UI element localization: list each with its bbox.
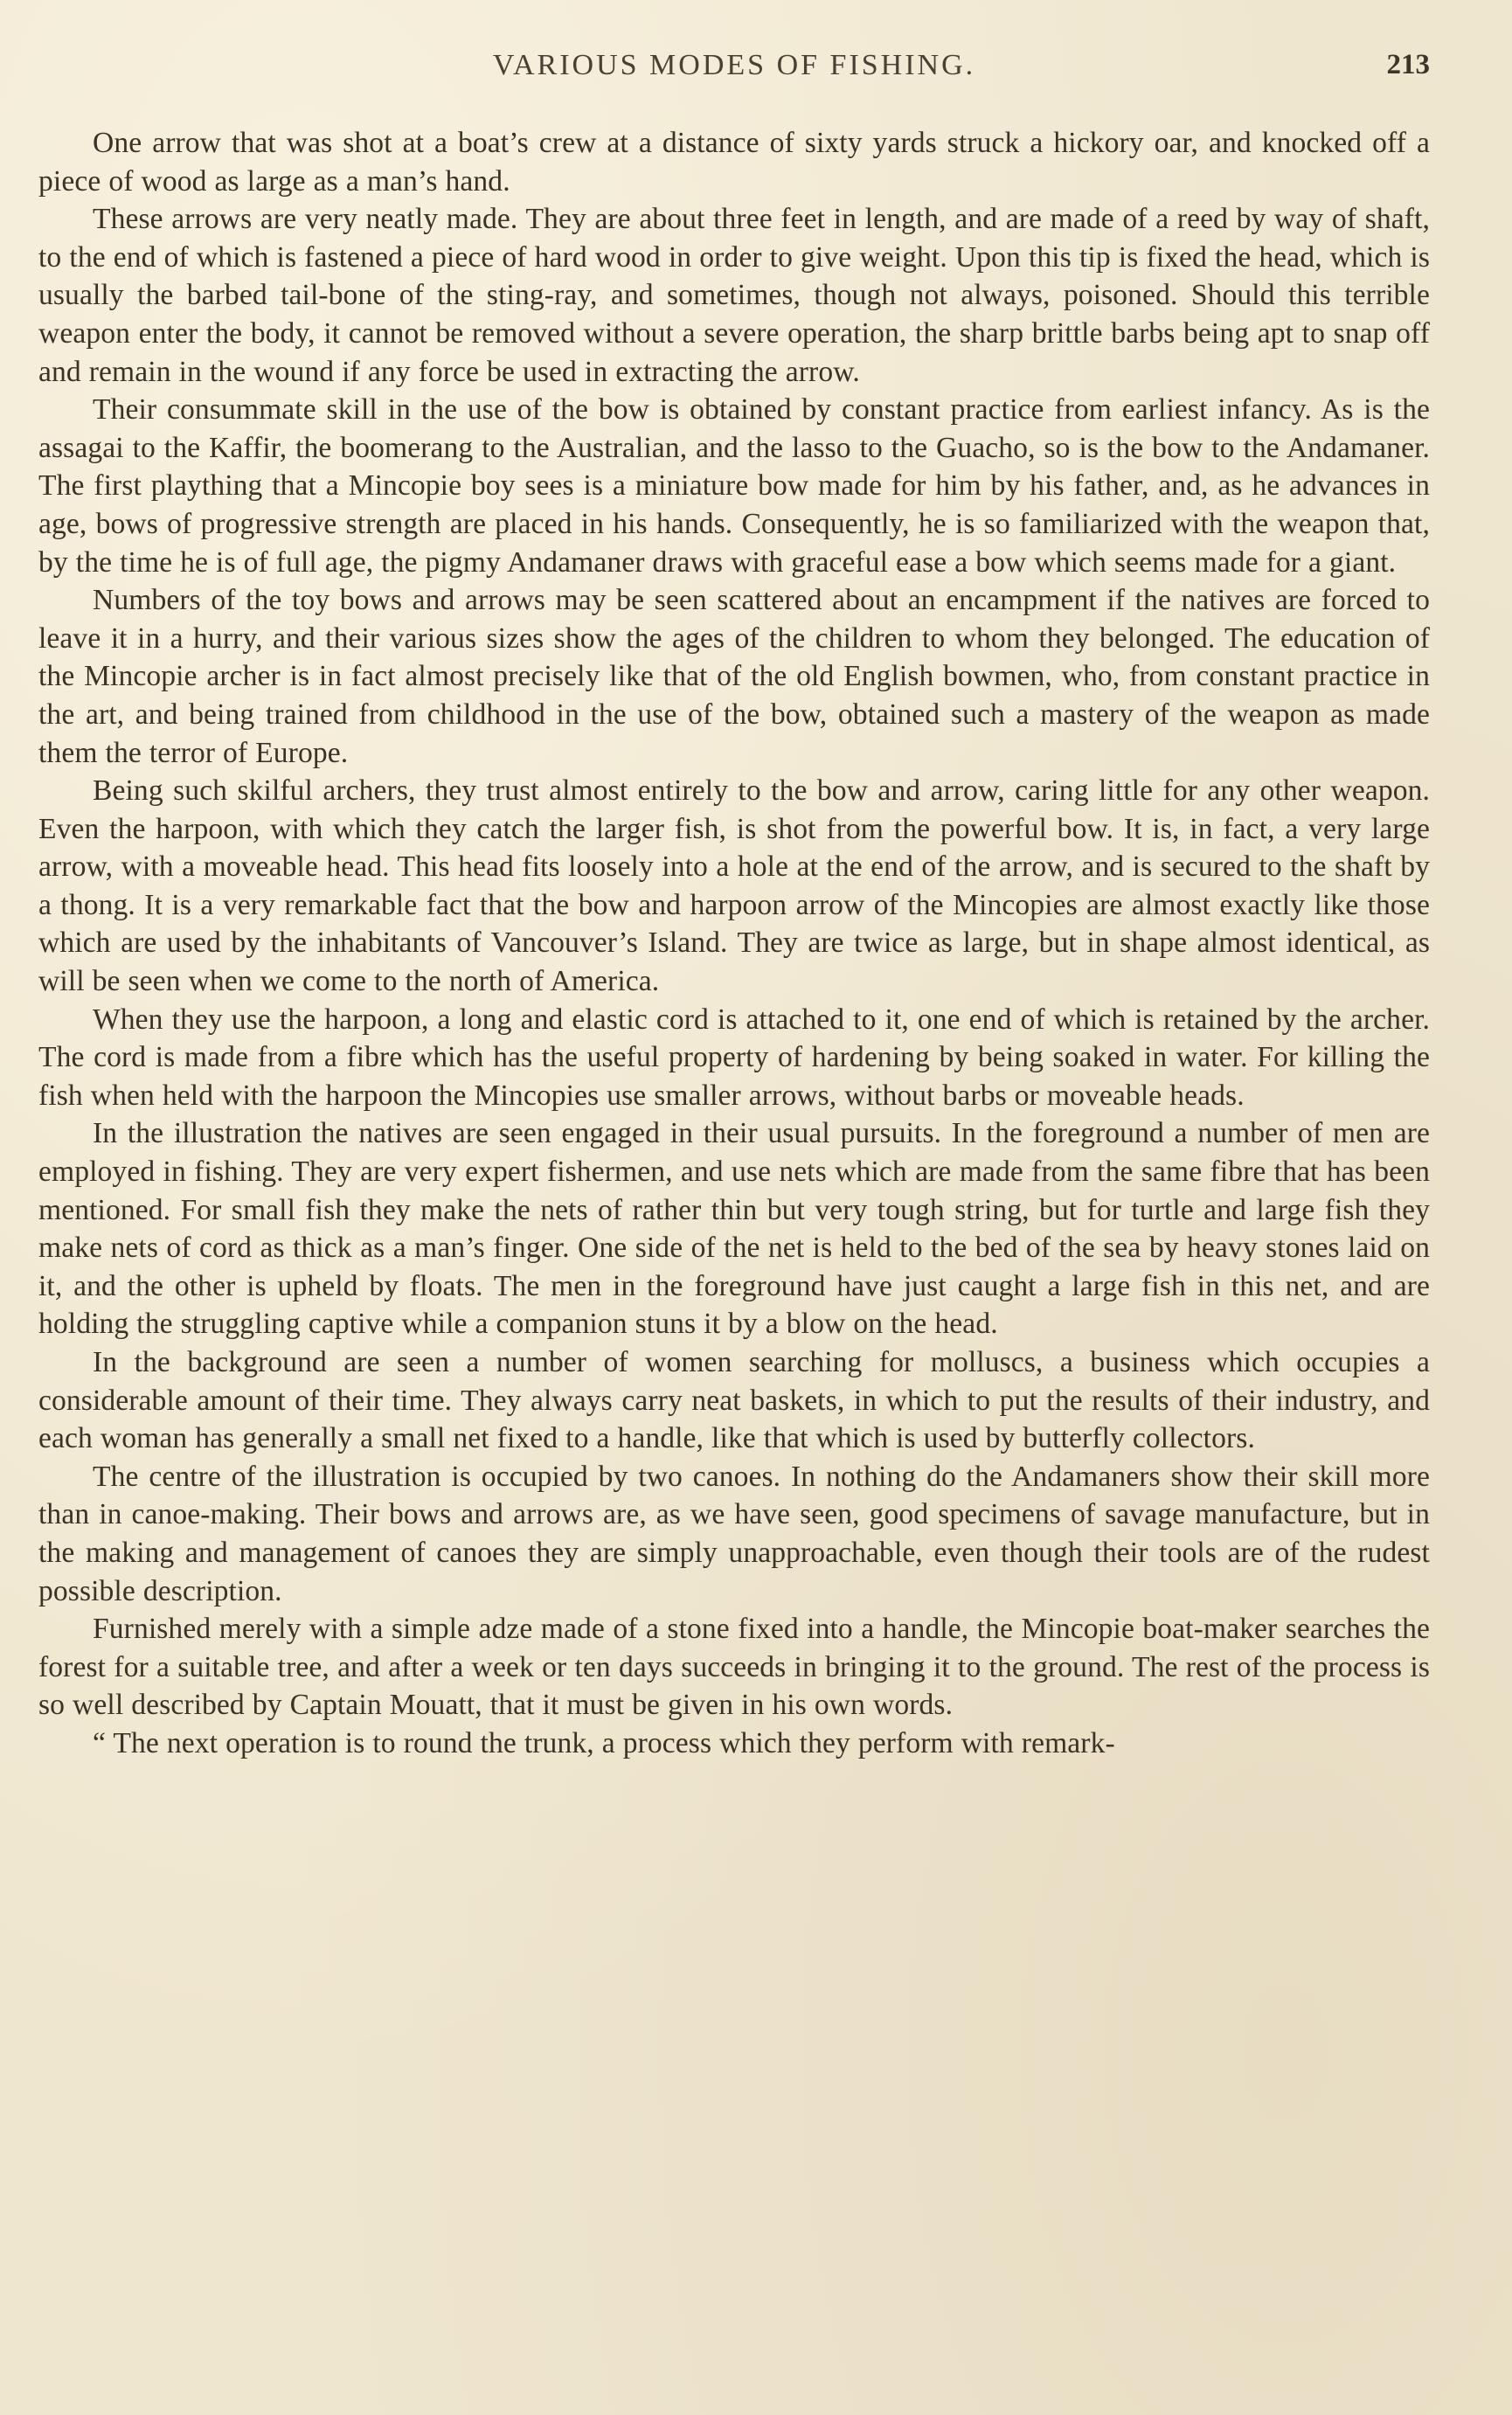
paragraph: Numbers of the toy bows and arrows may be seen scattered about an encampment if the natives are forced to leave it in a hurry, and their various sizes show the ages of the children to whom they belonged. The education of the Mincopie archer is in fact almost precisely like that of the old English bowmen, who, from constant practice in the art, and being trained from childhood in the use of the bow, obtained such a mastery of the weapon as made them the terror of Europe. bbox=[38, 584, 1430, 769]
body-text bbox=[38, 124, 1430, 1763]
paragraph: Being such skilful archers, they trust almost entirely to the bow and arrow, caring little for any other weapon. Even the harpoon, with which they catch the larger fish, is shot from the powerful bow. It is, in fact, a very large arrow, with a moveable head. This head fits loosely into a hole at the end of the arrow, and is secured to the shaft by a thong. It is a very remarkable fact that the bow and harpoon arrow of the Mincopies are almost exactly like those which are used by the inhabitants of Vancouver’s Island. They are twice as large, but in shape almost identical, as will be seen when we come to the north of America. bbox=[38, 774, 1430, 998]
paragraph: Their consummate skill in the use of the bow is obtained by constant practice from earliest infancy. As is the assagai to the Kaffir, the boomerang to the Australian, and the lasso to the Guacho, so is the bow to the Andamaner. The first plaything that a Mincopie boy sees is a miniature bow made for him by his father, and, as he advances in age, bows of progressive strength are placed in his hands. Consequently, he is so familiarized with the weapon that, by the time he is of full age, the pigmy Andamaner draws with graceful ease a bow which seems made for a giant. bbox=[38, 393, 1430, 579]
running-head bbox=[38, 49, 1430, 91]
paragraph: These arrows are very neatly made. They are about three feet in length, and are made of a reed by way of shaft, to the end of which is fastened a piece of hard wood in order to give weight. Upon this tip is fixed the head, which is usually the barbed tail-bone of the sting-ray, and sometimes, though not always, poisoned. Should this terrible weapon enter the body, it cannot be removed without a severe operation, the sharp brittle barbs being apt to snap off and remain in the wound if any force be used in extracting the arrow. bbox=[38, 203, 1430, 388]
paragraph: Furnished merely with a simple adze made of a stone fixed into a handle, the Mincopie boat-maker searches the forest for a suitable tree, and after a week or ten days succeeds in bringing it to the ground. The rest of the process is so well described by Captain Mouatt, that it must be given in his own words. bbox=[38, 1613, 1430, 1722]
page-number: 213 bbox=[1386, 49, 1430, 80]
running-title: VARIOUS MODES OF FISHING. bbox=[492, 49, 976, 81]
paragraph: One arrow that was shot at a boat’s crew at a distance of sixty yards struck a hickory oar, and knocked off a piece of wood as large as a man’s hand. bbox=[38, 127, 1430, 198]
paragraph: In the illustration the natives are seen engaged in their usual pursuits. In the foreground a number of men are employed in fishing. They are very expert fishermen, and use nets which are made from the same fibre that has been mentioned. For small fish they make the nets of rather thin but very tough string, but for turtle and large fish they make nets of cord as thick as a man’s finger. One side of the net is held to the bed of the sea by heavy stones laid on it, and the other is upheld by floats. The men in the foreground have just caught a large fish in this net, and are holding the struggling captive while a companion stuns it by a blow on the head. bbox=[38, 1117, 1430, 1341]
paragraph: “ The next operation is to round the trunk, a process which they perform with remark- bbox=[93, 1726, 1115, 1759]
book-page bbox=[38, 49, 1430, 1763]
paragraph: In the background are seen a number of women searching for molluscs, a business which occupies a considerable amount of their time. They always carry neat baskets, in which to put the results of their industry, and each woman has generally a small net fixed to a handle, like that which is used by butterfly collectors. bbox=[38, 1346, 1430, 1455]
paragraph: The centre of the illustration is occupied by two canoes. In nothing do the Andamaners show their skill more than in canoe-making. Their bows and arrows are, as we have seen, good specimens of savage manufacture, but in the making and management of canoes they are simply unapproachable, even though their tools are of the rudest possible description. bbox=[38, 1460, 1430, 1607]
paragraph: When they use the harpoon, a long and elastic cord is attached to it, one end of which is retained by the archer. The cord is made from a fibre which has the useful property of hardening by being soaked in water. For killing the fish when held with the harpoon the Mincopies use smaller arrows, without barbs or moveable heads. bbox=[38, 1003, 1430, 1112]
